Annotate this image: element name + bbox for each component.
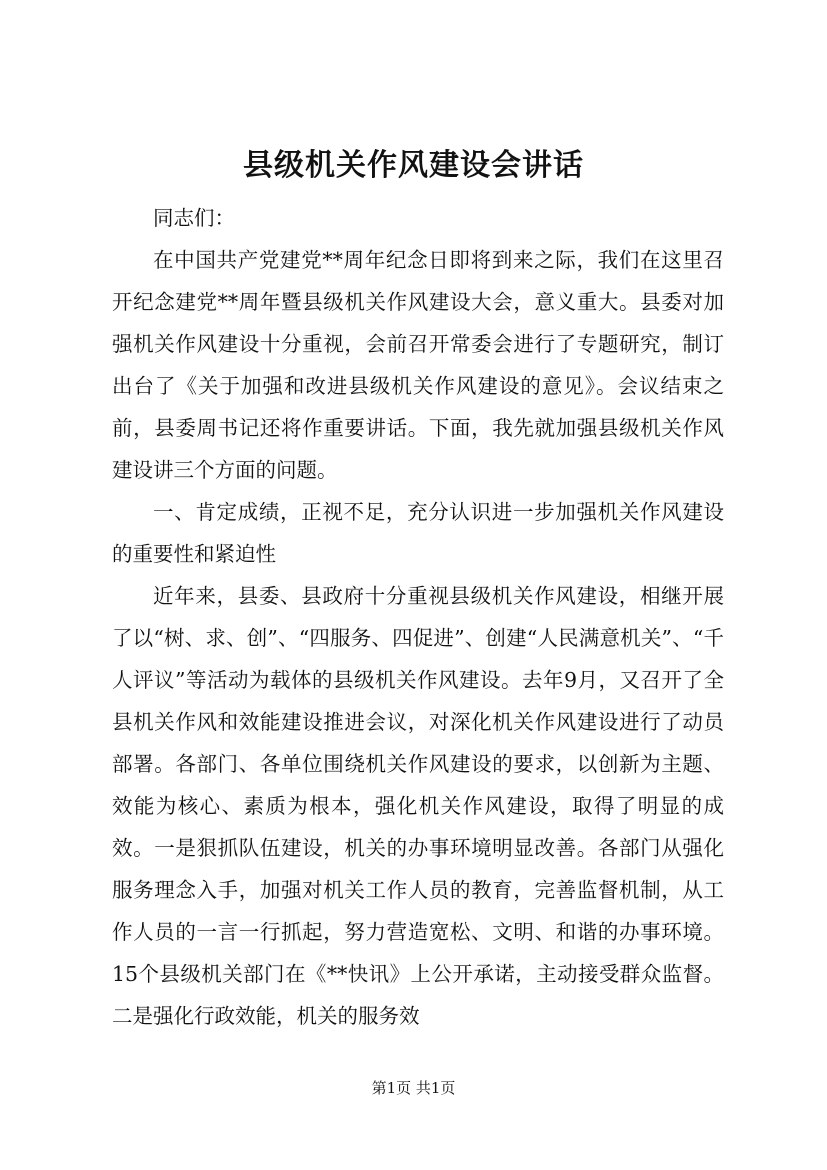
body-paragraph: 近年来，县委、县政府十分重视县级机关作风建设，相继开展了以“树、求、创”、“四服务、四促进”、创建“人民满意机关”、“千人评议”等活动为载体的县级机关作风建设。去年9月，又召开了全县机关作风和效能建设推进会议，对深化机关作风建设进行了动员部署。各部门、各单位围绕机关作风建设的要求，以创新为主题、效能为核心、素质为根本，强化机关作风建设，取得了明显的成效。一是狠抓队伍建设，机关的办事环境明显改善。各部门从强化服务理念入手，加强对机关工作人员的教育，完善监督机制，从工作人员的一言一行抓起，努力营造宽松、文明、和谐的办事环境。15个县级机关部门在《**快讯》上公开承诺，主动接受群众监督。二是强化行政效能，机关的服务效 xyxy=(112,584,724,1028)
page-footer: 第1页 共1页 xyxy=(371,1079,456,1097)
intro-paragraph: 在中国共产党建党**周年纪念日即将到来之际，我们在这里召开纪念建党**周年暨县级机关作风建设大会，意义重大。县委对加强机关作风建设十分重视，会前召开常委会进行了专题研究，制订出台了《关于加强和改进县级机关作风建设的意见》。会议结束之前，县委周书记还将作重要讲话。下面，我先就加强县级机关作风建设讲三个方面的问题。 xyxy=(112,248,724,482)
section-heading: 一、肯定成绩，正视不足，充分认识进一步加强机关作风建设的重要性和紧迫性 xyxy=(112,500,724,566)
document-body xyxy=(112,197,724,1037)
salutation-paragraph: 同志们： xyxy=(153,206,235,230)
document-title: 县级机关作风建设会讲话 xyxy=(243,148,584,183)
